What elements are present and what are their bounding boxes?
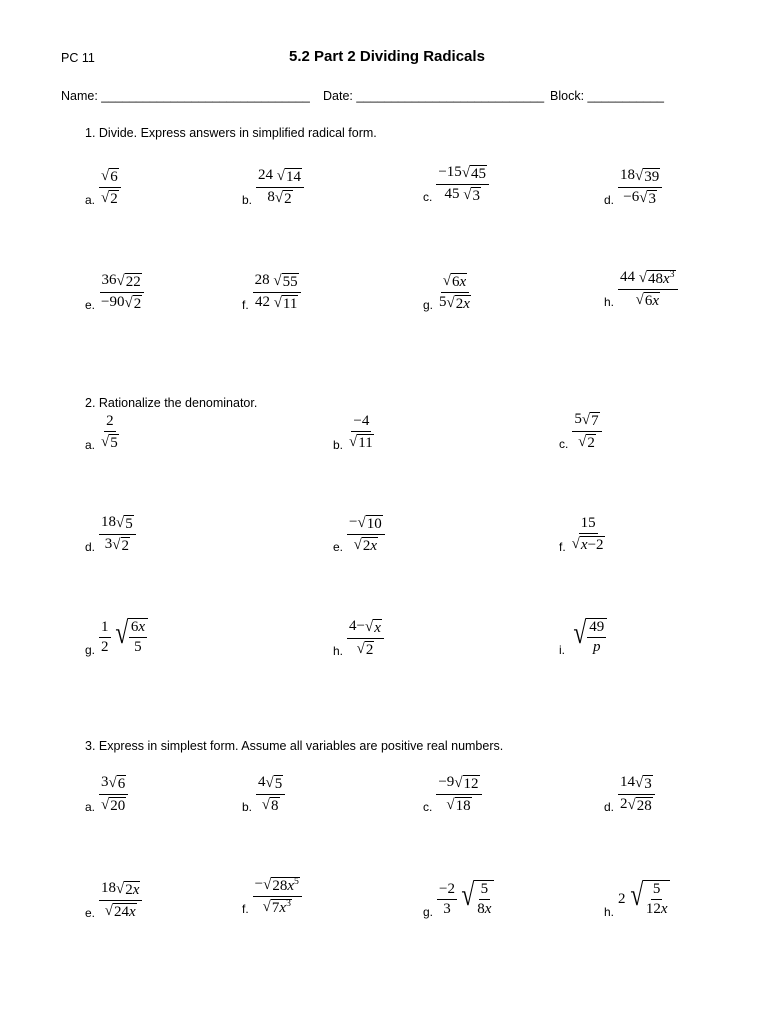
s1-problem-f: f. 28 √ 55 42 √ 11 <box>242 272 301 312</box>
section2-prompt: 2. Rationalize the denominator. <box>85 396 258 410</box>
s3-problem-g: g. $\frac{-2}{3}$ √ $\frac{5}{8x}$ <box>423 880 494 919</box>
block-field[interactable]: Block: ___________ <box>550 89 664 103</box>
s1-problem-b: b. 24 √ 14 8 √ 2 <box>242 167 304 207</box>
s3-problem-b: b. 4 √ 5 √ 8 <box>242 774 285 814</box>
s1-problem-c: c. −15 √ 45 45 √ 3 <box>423 164 489 204</box>
s2-problem-g: g. $\frac{1}{2}$ √ $\frac{6x}{5}$ <box>85 618 148 657</box>
s2-problem-h: h. 4− √ x √ 2 <box>333 618 384 658</box>
section3-prompt: 3. Express in simplest form. Assume all variables are positive real numbers. <box>85 739 504 753</box>
s2-problem-a: a. 2 √ 5 <box>85 413 118 452</box>
s1-problem-a: a. √ 6 √ 2 <box>85 167 121 207</box>
s2-problem-f: f. 15 √ x−2 <box>559 515 604 554</box>
s2-problem-c: c. 5 √ 7 √ 2 <box>559 411 602 451</box>
section1-prompt: 1. Divide. Express answers in simplified radical form. <box>85 126 377 140</box>
name-field[interactable]: Name: ______________________________ <box>61 89 310 103</box>
s2-problem-b: b. −4 √ 11 <box>333 413 373 452</box>
s2-problem-e: e. − √ 10 √ 2x <box>333 514 385 554</box>
page-title: 5.2 Part 2 Dividing Radicals <box>289 48 485 65</box>
s1-problem-d: d. 18 √ 39 −6 √ 3 <box>604 167 662 207</box>
s1-problem-g: g. √ 6x 5 √ 2x <box>423 273 470 312</box>
s1-problem-h: h. 44 √ $48x^3$ √ 6x <box>604 269 678 309</box>
s3-problem-h: h. 2 √ $\frac{5}{12x}$ <box>604 880 670 919</box>
s2-problem-i: i. √ $\frac{49}{p}$ <box>559 618 607 657</box>
s3-problem-a: a. 3 √ 6 √ 20 <box>85 774 128 814</box>
s2-problem-d: d. 18 √ 5 3 √ 2 <box>85 514 136 554</box>
s3-problem-d: d. 14 √ 3 2 √ 28 <box>604 774 655 814</box>
s1-problem-e: e. 36 √ 22 −90 √ 2 <box>85 272 144 312</box>
course-code: PC 11 <box>61 51 95 65</box>
s3-problem-c: c. −9 √ 12 √ 18 <box>423 774 482 814</box>
date-field[interactable]: Date: ___________________________ <box>323 89 545 103</box>
s3-problem-f: f. − √ $28x^5$ √ $7x^3$ <box>242 876 302 916</box>
s3-problem-e: e. 18 √ 2x √ 24x <box>85 880 142 920</box>
